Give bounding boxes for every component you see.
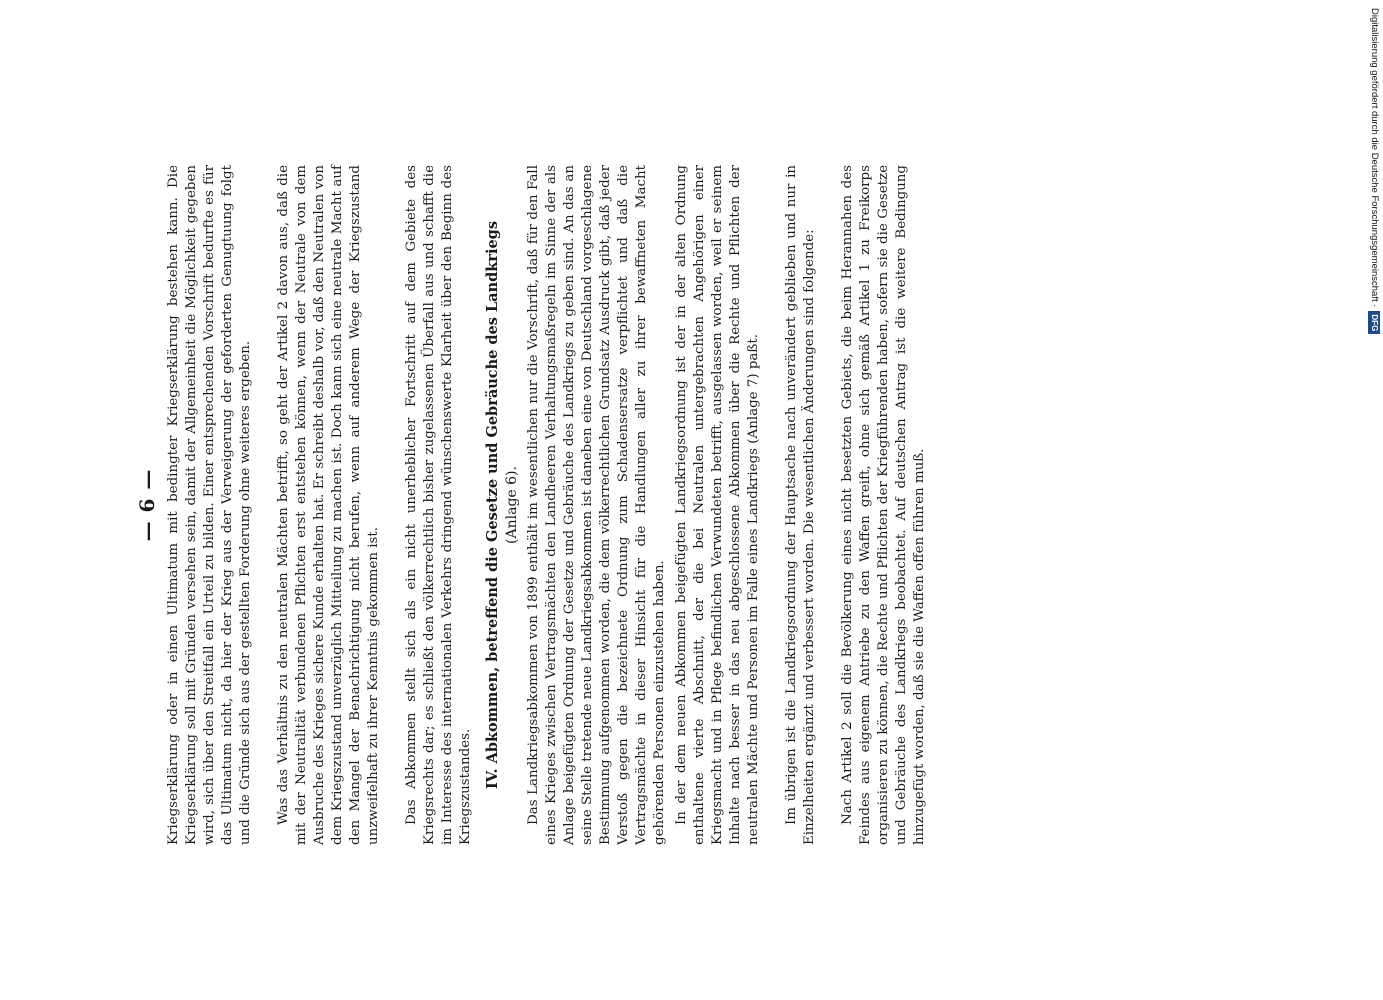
paragraph-article-2: Nach Artikel 2 soll die Bevölkerung eines nicht besetzten Gebiets, die beim Herannahen des Feindes aus eigenem Antriebe zu den Waffen greift, ohne sich gemäß Artikel 1 zu Freikorps organisieren zu können, die Rechte und Pflichten der Kriegführenden haben, sofern sie die Gesetze und Gebräuche des Landkriegs beobachtet. Auf deutschen Antrag ist die weitere Bedingung hinzugefügt worden, daß sie die Waffen offen führen muß. — [840, 165, 927, 845]
digitization-note-text: Digitalisierung gefördert durch die Deutsche Forschungsgemeinschaft · — [1369, 8, 1380, 308]
page-number: — 6 — — [135, 468, 159, 542]
dfg-logo: DFG — [1368, 311, 1380, 334]
section-heading: IV. Abkommen, betreffend die Gesetze und Gebräuche des Landkriegs — [484, 221, 501, 789]
paragraph-declaration-of-war: Kriegserklärung oder in einen Ultimatum mit bedingter Kriegserklärung bestehen kann. Die Kriegserklärung soll mit Gründen versehen sein, damit der Allgemeinheit die Möglichkeit gegeben wird, sich über den Streitfall ein Urteil zu bilden. Einer entsprechenden Vorschrift bedurfte es für das Ultimatum nicht, da hier der Krieg aus der Verweigerung der geforderten Genugtuung folgt und die Gründe sich aus der gestellten Forderung ohne weiteres ergeben. — [166, 165, 253, 845]
paragraph-land-war-agreement: Das Landkriegsabkommen von 1899 enthält im wesentlichen nur die Vorschrift, daß für den Fall eines Krieges zwischen Vertragsmächten den Landheeren Verhaltungsmaßregeln im Sinne der als Anlage beigefügten Ordnung der Gesetze und Gebräuche des Landkriegs zu geben sind. An das an seine Stelle tretende neue Landkriegsabkommen ist daneben eine von Deutschland vorgeschlagene Bestimmung aufgenommen worden, die dem völkerrechtlichen Grundsatz Ausdruck gibt, daß jeder Verstoß gegen die bezeichnete Ordnung zum Schadensersatze verpflichtet und daß die Vertragsmächte in dieser Hinsicht für die Handlungen aller zu ihrer bewaffneten Macht gehörenden Personen einzustehen haben. — [526, 165, 667, 845]
section-subheading: (Anlage 6). — [504, 466, 520, 544]
paragraph-other-changes: Im übrigen ist die Landkriegsordnung der Hauptsache nach unverändert geblieben und nur in Einzelheiten ergänzt und verbessert worden. Die wesentlichen Änderungen sind folgende: — [784, 165, 817, 845]
paragraph-neutral-powers: Was das Verhältnis zu den neutralen Mächten betrifft, so geht der Artikel 2 davon aus, daß die mit der Neutralität verbundenen Pflichten erst entstehen können, wenn der Neutrale von dem Ausbruche des Krieges sichere Kunde erhalten hat. Er schreibt deshalb vor, daß den Neutralen von dem Kriegszustand unverzüglich Mitteilung zu machen ist. Doch kann sich eine neutrale Macht auf den Mangel der Benachrichtigung nicht berufen, wenn auf anderem Wege der Kriegszustand unzweifelhaft zu ihrer Kenntnis gekommen ist. — [276, 165, 381, 845]
paragraph-new-ordinance: In der dem neuen Abkommen beigefügten Landkriegsordnung ist der in der alten Ordnung enthaltene vierte Abschnitt, der die bei Neutralen untergebrachten Angehörigen einer Kriegsmacht und in Pflege befindlichen Verwundeten betrifft, ausgelassen worden, weil er seinem Inhalte nach besser in das neu abgeschlossene Abkommen über die Rechte und Pflichten der neutralen Mächte und Personen im Falle eines Landkriegs (Anlage 7) paßt. — [674, 165, 761, 845]
rotated-page — [135, 165, 1225, 845]
digitization-note — [1366, 8, 1380, 988]
paragraph-progress: Das Abkommen stellt sich als ein nicht unerheblicher Fortschritt auf dem Gebiete des Kriegsrechts dar; es schließt den völkerrechtlich bisher zugelassenen Überfall aus und schafft die im Interesse des internationalen Verkehrs dringend wünschenswerte Klarheit über den Beginn des Kriegszustandes. — [404, 165, 473, 845]
